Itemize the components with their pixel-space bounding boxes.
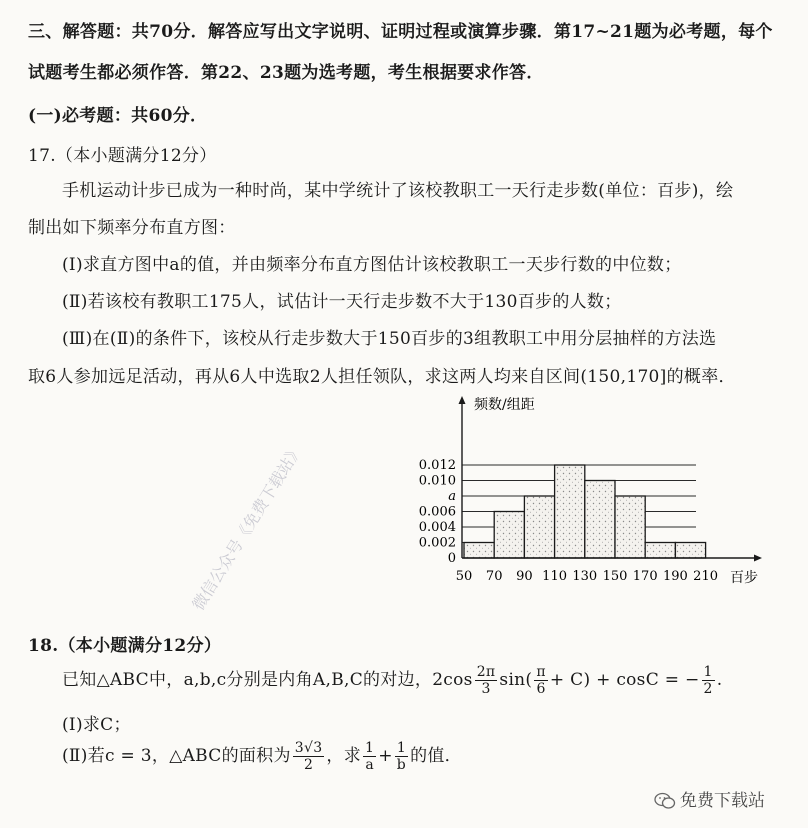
y-tick-label: 0.004 [418,520,456,535]
wechat-icon [654,792,676,810]
x-tick-label: 190 [662,569,688,584]
histogram-bar [555,465,585,558]
x-tick-label: 170 [632,569,658,584]
q17-title: 17.（本小题满分12分） [28,146,217,166]
y-tick-label: 0.006 [418,504,456,520]
x-axis-arrow-icon [754,555,762,562]
x-tick-label: 70 [485,569,503,584]
x-tick-label: 210 [693,569,719,584]
y-tick-label: a [448,489,456,504]
q17-part3-line1: (Ⅲ)在(Ⅱ)的条件下，该校从行走步数大于150百步的3组教职工中用分层抽样的方法选 [62,329,717,349]
x-axis-label: 百步 [730,570,758,586]
x-tick-label: 150 [602,569,628,584]
histogram-bar [675,543,705,559]
q17-part1: (Ⅰ)求直方图中a的值，并由频率分布直方图估计该校教职工一天步行数的中位数； [62,255,682,275]
x-tick-label: 130 [572,569,598,584]
q18-part1: (Ⅰ)求C； [62,715,131,735]
section-heading-line1: 三、解答题：共70分．解答应写出文字说明、证明过程或演算步骤．第17~21题为必考题，每个 [28,22,773,42]
q18-title: 18.（本小题满分12分） [28,636,222,656]
wechat-watermark [654,786,765,811]
q18-part2 [62,740,462,773]
fraction-1-over-a: $\frac{1}{a}$ [365,740,375,773]
q17-intro-line2: 制出如下频率分布直方图： [28,218,236,238]
y-tick-label: 0.010 [418,473,456,489]
fraction-1-over-b: $\frac{1}{b}$ [396,740,407,773]
y-tick-label: 0 [447,551,456,566]
fraction-2pi-over-3: $\frac{2\pi}{3}$ [476,664,496,697]
fraction-pi-over-6: $\frac{\pi}{6}$ [536,664,546,697]
x-tick-label: 90 [516,569,533,584]
q17-part2: (Ⅱ)若该校有教职工175人，试估计一天行走步数不大于130百步的人数； [62,292,622,312]
y-tick-label: 0.002 [418,535,456,551]
required-heading: (一)必考题：共60分． [28,106,208,126]
x-tick-label: 50 [455,569,473,584]
frequency-histogram [400,394,780,588]
histogram-bar [645,543,675,559]
histogram-bar [615,496,645,558]
q18-stem-text-a: 已知△ABC中，a,b,c分别是内角A,B,C的对边，2cos [62,670,473,690]
q17-intro-line1: 手机运动计步已成为一种时尚，某中学统计了该校教职工一天行走步数(单位：百步)，绘 [62,181,734,201]
histogram-bar [464,543,494,559]
y-axis-arrow-icon [459,396,466,404]
plus-sign: + [378,746,393,766]
q17-part3-line2: 取6人参加远足活动，再从6人中选取2人担任领队，求这两人均来自区间(150,170]的概率． [28,367,736,387]
fraction-3root3-over-2: $\frac{3√3}{2}$ [294,740,323,773]
x-tick-label: 110 [542,569,568,584]
histogram-bar [585,481,615,559]
q18-part2-text-a: (Ⅱ)若c = 3，△ABC的面积为 [62,746,291,766]
wechat-watermark-text: 免费下载站 [680,791,765,811]
q18-stem-end: . [716,670,723,690]
y-tick-label: 0.012 [418,458,456,473]
q18-part2-text-c: 的值． [410,746,462,766]
histogram-bar [524,496,554,558]
q18-stem [62,664,722,697]
y-axis-label: 频数/组距 [474,397,535,413]
fraction-1-over-2: $\frac{1}{2}$ [703,664,713,697]
q18-stem-text-c: + C) + cosC = − [549,670,700,690]
q18-stem-text-b: sin( [499,670,533,690]
histogram-bar [494,512,524,559]
q18-part2-text-b: ，求 [326,746,362,766]
section-heading-line2: 试题考生都必须作答．第22、23题为选考题，考生根据要求作答． [28,63,544,83]
diagonal-watermark: 微信公众号《免费下载站》 [188,440,307,614]
